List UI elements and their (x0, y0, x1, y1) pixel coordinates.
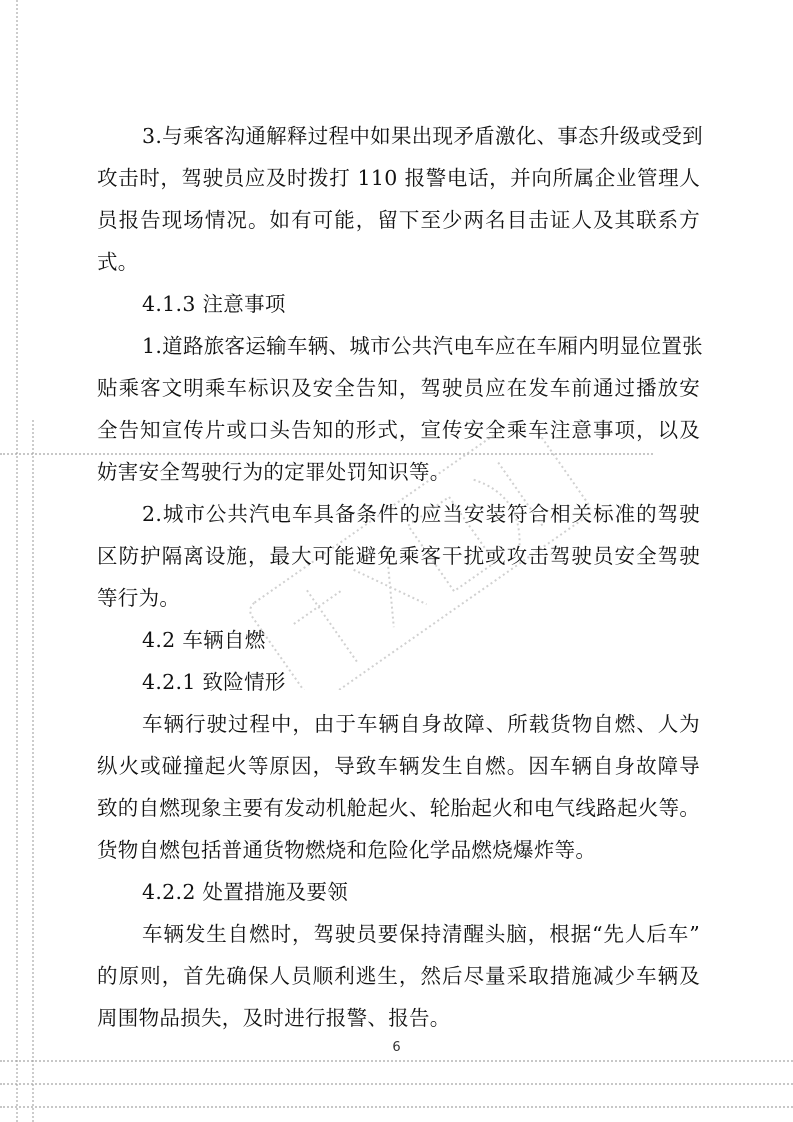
text-line: 车辆发生自燃时，驾驶员要保持清醒头脑，根据“先人后车” (142, 922, 700, 946)
text-line: 区防护隔离设施，最大可能避免乘客干扰或攻击驾驶员安全驾驶 (97, 544, 700, 568)
text-line: 式。 (97, 250, 139, 274)
section-heading: 4.2.2 处置措施及要领 (142, 880, 349, 904)
text-line: 致的自燃现象主要有发动机舱起火、轮胎起火和电气线路起火等。 (97, 796, 701, 820)
section-heading: 4.2.1 致险情形 (142, 670, 286, 694)
text-line: 妨害安全驾驶行为的定罪处罚知识等。 (97, 460, 451, 484)
text-line: 的原则，首先确保人员顺利逃生，然后尽量采取措施减少车辆及 (97, 964, 700, 988)
text-line: 货物自燃包括普通货物燃烧和危险化学品燃烧爆炸等。 (97, 838, 597, 862)
text-line: 2.城市公共汽电车具备条件的应当安装符合相关标准的驾驶 (142, 502, 700, 526)
dotted-artifact-line (0, 1106, 793, 1108)
text-line: 员报告现场情况。如有可能，留下至少两名目击证人及其联系方 (97, 208, 700, 232)
dotted-artifact-column (16, 0, 18, 1122)
page-number: 6 (392, 1040, 401, 1055)
text-line: 全告知宣传片或口头告知的形式，宣传安全乘车注意事项，以及 (97, 418, 700, 442)
text-line: 攻击时，驾驶员应及时拨打 110 报警电话，并向所属企业管理人 (97, 166, 700, 190)
text-line: 周围物品损失，及时进行报警、报告。 (97, 1006, 451, 1030)
text-line: 等行为。 (97, 586, 181, 610)
text-line: 车辆行驶过程中，由于车辆自身故障、所载货物自燃、人为 (142, 712, 700, 736)
text-line: 纵火或碰撞起火等原因，导致车辆发生自燃。因车辆自身故障导 (97, 754, 700, 778)
text-line: 1.道路旅客运输车辆、城市公共汽电车应在车厢内明显位置张 (142, 334, 703, 358)
dotted-artifact-line (0, 1060, 793, 1062)
section-heading: 4.2 车辆自燃 (142, 628, 266, 652)
text-line: 贴乘客文明乘车标识及安全告知，驾驶员应在发车前通过播放安 (97, 376, 700, 400)
text-line: 3.与乘客沟通解释过程中如果出现矛盾激化、事态升级或受到 (142, 124, 703, 148)
dotted-artifact-line (0, 1083, 793, 1085)
dotted-artifact-line (0, 453, 653, 455)
section-heading: 4.1.3 注意事项 (142, 292, 286, 316)
dotted-artifact-column (32, 420, 34, 1122)
